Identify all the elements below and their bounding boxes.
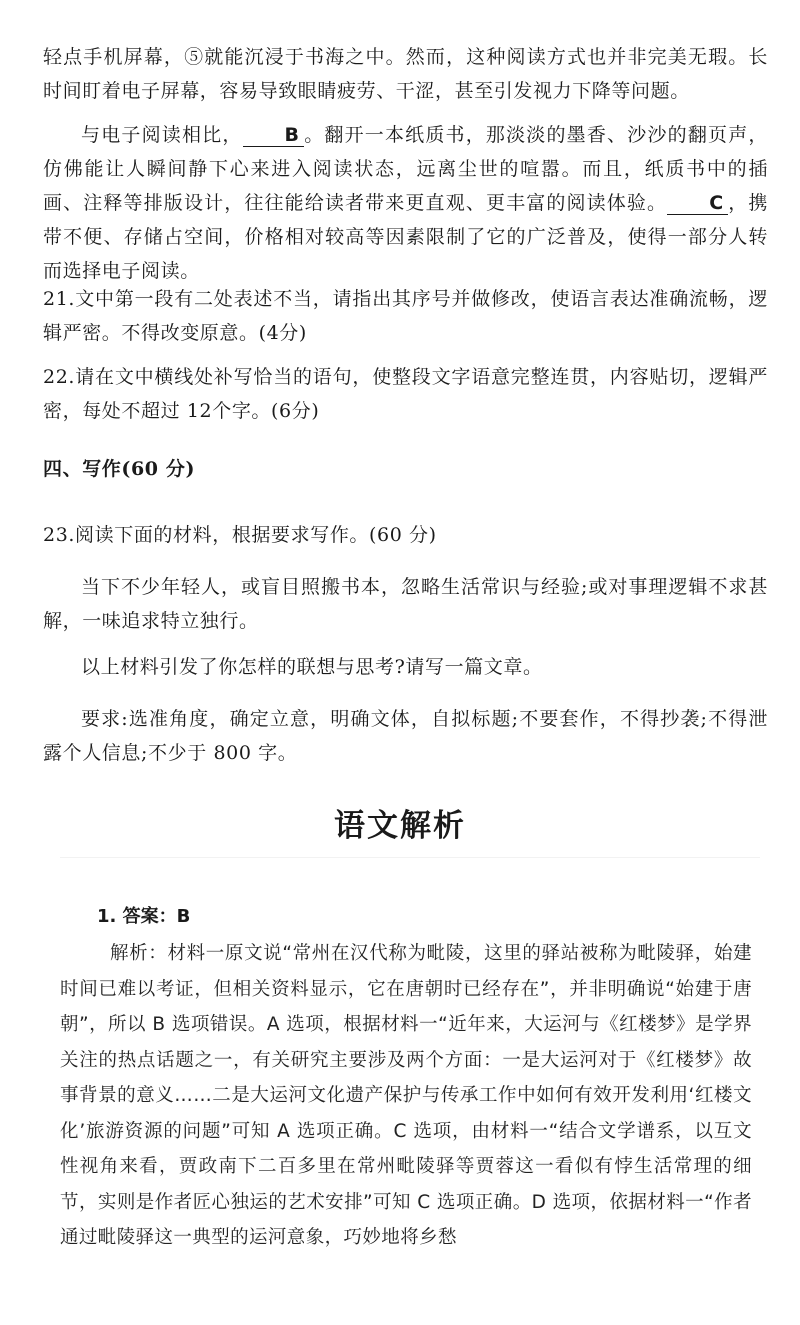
writing-material: 当下不少年轻人，或盲目照搬书本，忽略生活常识与经验;或对事理逻辑不求甚解，一味追求特立独行。 [43,576,768,632]
answer-label: 1. 答案：B [97,906,191,927]
passage-p2-lead: 与电子阅读相比， [81,124,243,146]
blank-c: C [667,192,728,215]
writing-prompt: 以上材料引发了你怎样的联想与思考?请写一篇文章。 [81,656,543,678]
passage-p2-tail: ，携带不便、存储占空间，价格相对较高等因素限制了它的广泛普及，使得一部分人转而选择电子阅读。 [43,192,769,282]
question-21: 21.文中第一段有二处表述不当，请指出其序号并做修改，使语言表达准确流畅，逻辑严密。不得改变原意。(4分) [43,288,768,344]
analysis-title: 语文解析 [334,808,466,844]
passage-p2-mid: 。翻开一本纸质书，那淡淡的墨香、沙沙的翻页声，仿佛能让人瞬间静下心来进入阅读状态，远离尘世的喧嚣。而且，纸质书中的插画、注释等排版设计，往往能给读者带来更直观、更丰富的阅读体验。 [43,124,768,214]
divider [60,857,760,858]
writing-requirements: 要求:选准角度，确定立意，明确文体，自拟标题;不要套作，不得抄袭;不得泄露个人信息;不少于 800 字。 [43,708,768,764]
question-23: 23.阅读下面的材料，根据要求写作。(60 分) [43,524,437,546]
blank-b: B [243,124,304,147]
passage-paragraph-1: 轻点手机屏幕，⑤就能沉浸于书海之中。然而，这种阅读方式也并非完美无瑕。长时间盯着电子屏幕，容易导致眼睛疲劳、干涩，甚至引发视力下降等问题。 [43,46,768,102]
analysis-body: 解析：材料一原文说“常州在汉代称为毗陵，这里的驿站被称为毗陵驿，始建时间已难以考证，但相关资料显示，它在唐朝时已经存在”，并非明确说“始建于唐朝”，所以 B 选项错误。A 选项，根据材料一“近年来，大运河与《红楼梦》是学界关注的热点话题之一，有关研究主要涉及两个方面：一是大运河对于《红楼梦》故事背景的意义……二是大运河文化遗产保护与传承工作中如何有效开发利用‘红楼文化’旅游资源的问题”可知 A 选项正确。C 选项，由材料一“结合文学谱系，以互文性视角来看，贾政南下二百多里在常州毗陵驿等贾蓉这一看似有悖生活常理的细节，实则是作者匠心独运的艺术安排”可知 C 选项正确。D 选项，依据材料一“作者通过毗陵驿这一典型的运河意象，巧妙地将乡愁 [60,943,752,1248]
question-22: 22.请在文中横线处补写恰当的语句，使整段文字语意完整连贯，内容贴切，逻辑严密，每处不超过 12个字。(6分) [43,366,768,422]
section-heading-writing: 四、写作(60 分) [43,458,196,480]
passage-paragraph-2 [43,118,768,288]
